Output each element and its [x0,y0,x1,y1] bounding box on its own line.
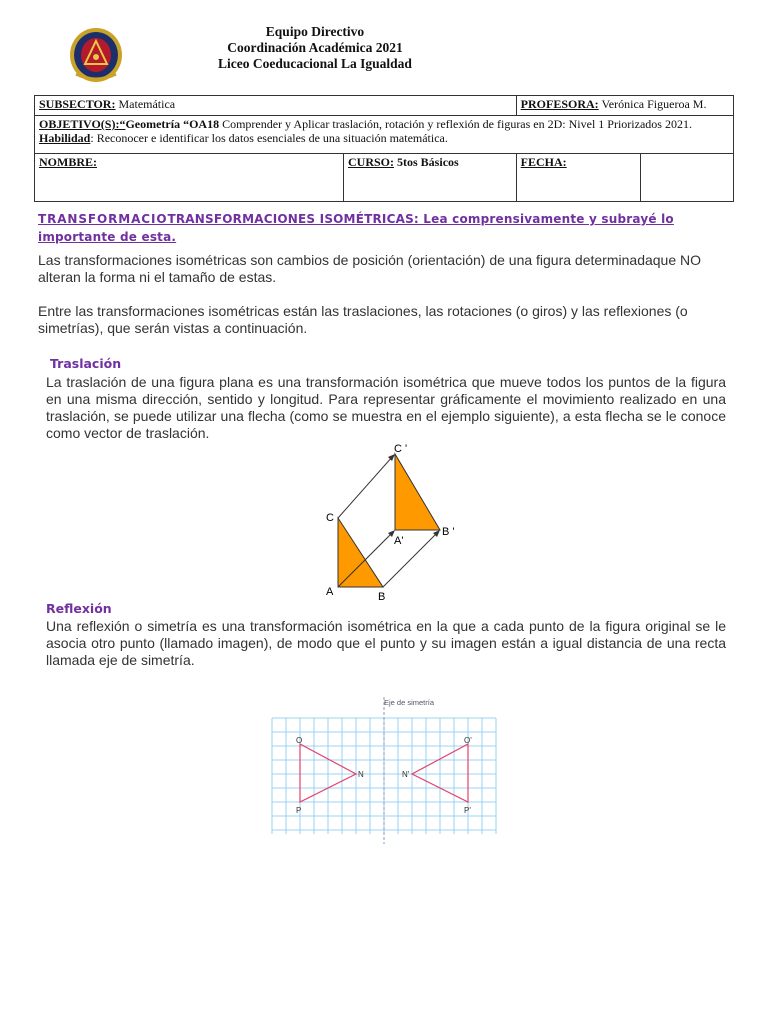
objetivo-code: Geometría “OA18 [125,117,220,131]
header-line-3: Liceo Coeducacional La Igualdad [218,56,412,71]
subsector-label: SUBSECTOR: [39,97,116,111]
profesora-cell [516,96,733,116]
traslacion-paragraph: La traslación de una figura plana es una transformación isométrica que mueve todos los puntos de la figura en una misma dirección, sentido y longitud. Para representar gráficamente el movimiento realizado en una traslación, se puede utilizar una flecha (como se muestra en el ejemplo siguiente), a esta flecha se le conoce como vector de traslación. [46,374,726,441]
traslacion-heading: Traslación [50,356,122,371]
page-title [38,210,698,246]
label-p: P [296,806,302,815]
profesora-label: PROFESORA: [520,97,599,111]
reflexion-paragraph: Una reflexión o simetría es una transformación isométrica en la que a cada punto de la figura original se le asocia otro punto (llamado imagen), de modo que el punto y su imagen están a igual distancia de una recta llamada eje de simetría. [46,618,726,668]
label-o: O [296,736,303,745]
objetivo-text: Comprender y Aplicar traslación, rotación y reflexión de figuras en 2D: Nivel 1 Priorizados 2021. [222,117,692,131]
grid [272,718,496,834]
subsector-value: Matemática [118,97,176,111]
nombre-cell[interactable] [35,154,344,202]
label-a: A [326,586,334,598]
objetivo-label: OBJETIVO(S):“ [39,117,126,131]
vector-b [383,532,438,587]
habilidad-label: Habilidad [39,131,91,145]
header-line-2: Coordinación Académica 2021 [227,40,403,55]
school-logo [68,26,124,84]
intro-paragraph-1: Las transformaciones isométricas son cambios de posición (orientación) de una figura determinadaque NO alteran la forma ni el tamaño de estas. [38,252,702,285]
vector-c [338,456,393,518]
curso-value: 5tos Básicos [397,155,459,169]
reflection-diagram [270,694,498,846]
label-b: B [378,591,386,603]
label-b-prime: B ' [442,526,455,538]
label-c: C [326,512,334,524]
label-p-prime: P' [464,806,471,815]
curso-cell [344,154,517,202]
label-a-prime: A' [394,535,404,547]
subsector-cell [35,96,517,116]
header-line-1: Equipo Directivo [265,24,365,39]
translation-diagram [318,440,468,605]
habilidad-text: : Reconocer e identificar los datos esenciales de una situación matemática. [90,131,448,145]
profesora-value: Verónica Figueroa M. [601,97,707,111]
document-header [180,24,450,72]
label-c-prime: C ' [394,443,408,455]
intro-paragraph-2: Entre las transformaciones isométricas están las traslaciones, las rotaciones (o giros) y las reflexiones (o simetrías), que serán vistas a continuación. [38,303,688,336]
translated-triangle [395,454,440,530]
axis-label: Eje de simetría [384,698,435,707]
fecha-cell[interactable] [516,154,640,202]
empty-cell[interactable] [640,154,733,202]
fecha-label: FECHA: [520,155,567,169]
objetivo-cell [35,116,734,154]
info-table [34,95,734,202]
curso-label: CURSO: [348,155,395,169]
label-o-prime: O' [464,736,472,745]
label-n-prime: N' [402,770,410,779]
reflexion-heading: Reflexión [46,601,112,616]
title-part-2: TRANSFORMACIONES ISOMÉTRICAS: Lea comprensivamente y subrayé lo importante de esta. [38,212,674,244]
nombre-label: NOMBRE: [39,155,97,169]
original-triangle [338,518,383,587]
title-part-1: TRANSFORMACIO [38,212,168,226]
label-n: N [358,770,364,779]
